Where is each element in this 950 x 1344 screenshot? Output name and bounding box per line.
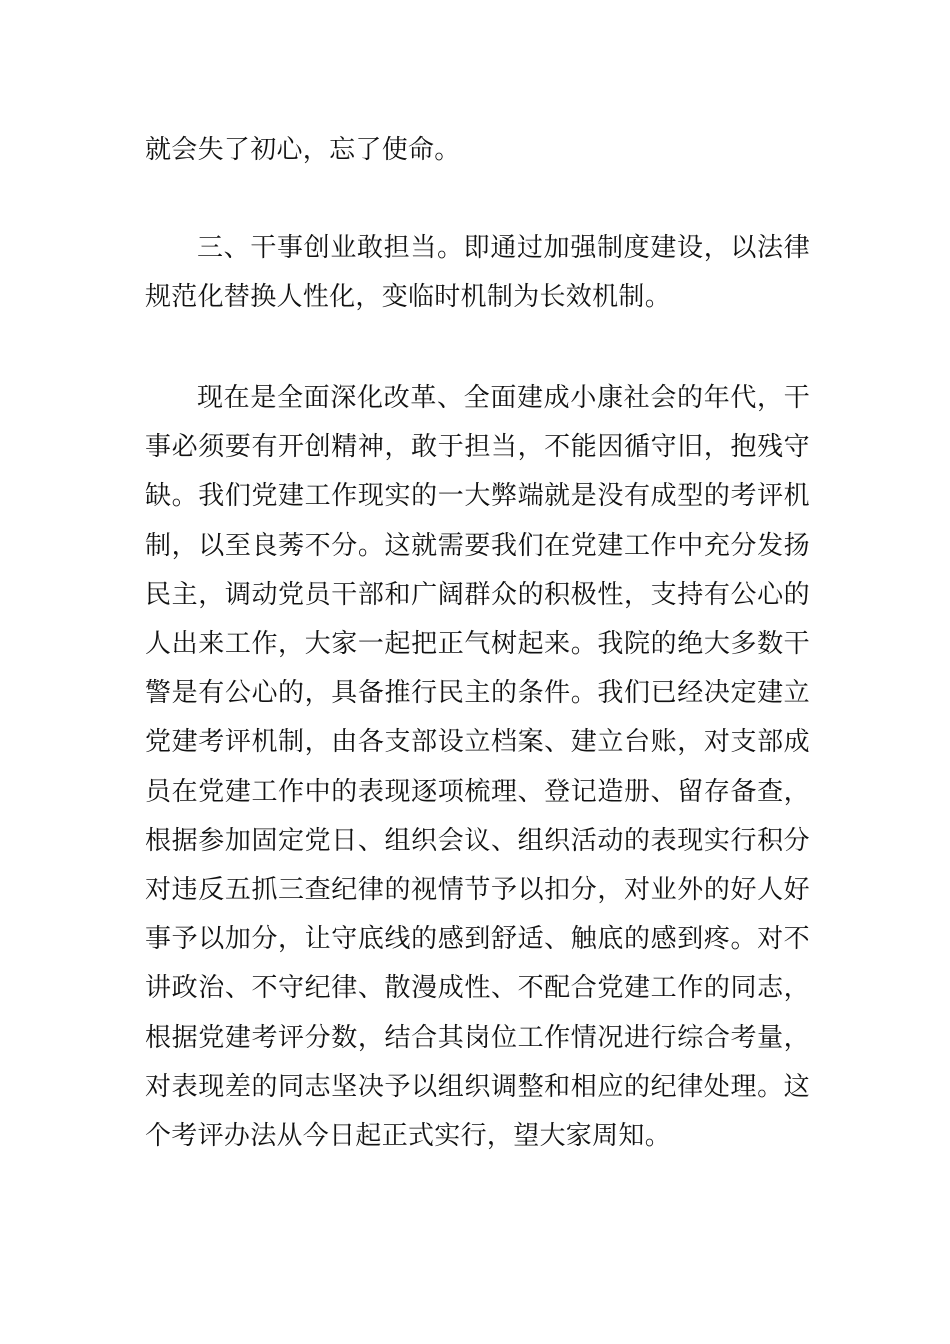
paragraph-body: 现在是全面深化改革、全面建成小康社会的年代，干事必须要有开创精神，敢于担当，不能因循守旧，抱残守缺。我们党建工作现实的一大弊端就是没有成型的考评机制，以至良莠不分。这就需要我们在党建工作中充分发扬民主，调动党员干部和广阔群众的积极性，支持有公心的人出来工作，大家一起把正气树起来。我院的绝大多数干警是有公心的，具备推行民主的条件。我们已经决定建立党建考评机制，由各支部设立档案、建立台账，对支部成员在党建工作中的表现逐项梳理、登记造册、留存备查，根据参加固定党日、组织会议、组织活动的表现实行积分对违反五抓三查纪律的视情节予以扣分，对业外的好人好事予以加分，让守底线的感到舒适、触底的感到疼。对不讲政治、不守纪律、散漫成性、不配合党建工作的同志，根据党建考评分数，结合其岗位工作情况进行综合考量，对表现差的同志坚决予以组织调整和相应的纪律处理。这个考评办法从今日起正式实行，望大家周知。 [145, 383, 810, 1152]
paragraph-section-three-heading: 三、干事创业敢担当。即通过加强制度建设，以法律规范化替换人性化，变临时机制为长效机制。 [145, 233, 810, 313]
paragraph-continuation: 就会失了初心，忘了使命。 [145, 135, 461, 165]
